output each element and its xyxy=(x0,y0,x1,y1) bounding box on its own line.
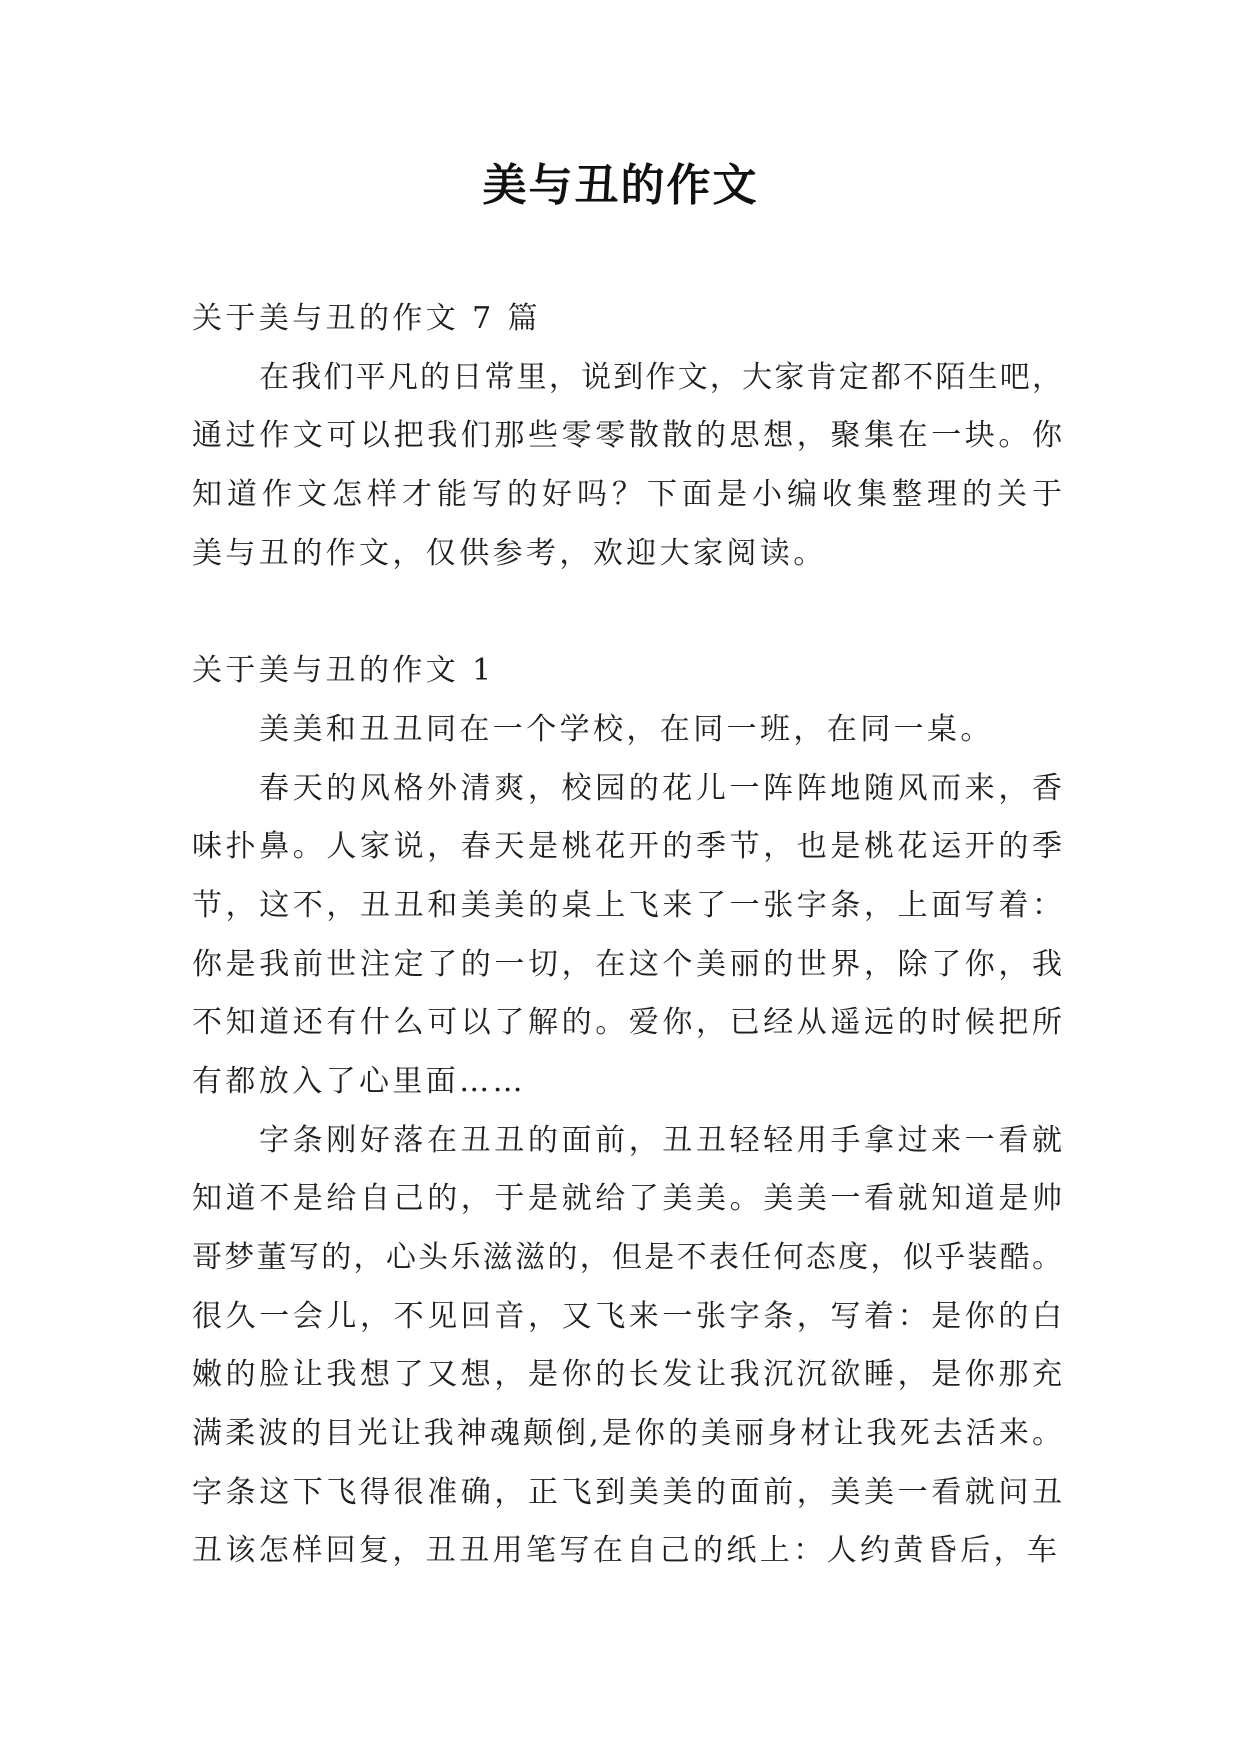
paragraph-line: 在我们平凡的日常里，说到作文，大家肯定都不陌生吧， xyxy=(259,359,1062,395)
paragraph-line: 不知道还有什么可以了解的。爱你，已经从遥远的时候把所 xyxy=(192,1005,1062,1041)
paragraph-line: 知道作文怎样才能写的好吗？下面是小编收集整理的关于 xyxy=(192,477,1062,513)
document-body xyxy=(192,290,1062,1581)
paragraph-line: 有都放入了心里面…… xyxy=(192,1063,526,1099)
paragraph-line: 春天的风格外清爽，校园的花儿一阵阵地随风而来，香 xyxy=(259,770,1062,806)
section-heading: 关于美与丑的作文 1 xyxy=(192,653,495,689)
paragraph xyxy=(192,349,1062,584)
paragraph xyxy=(192,760,1062,1112)
paragraph-line: 字条刚好落在丑丑的面前，丑丑轻轻用手拿过来一看就 xyxy=(259,1122,1062,1158)
paragraph-line: 哥梦董写的，心头乐滋滋的，但是不表任何态度，似乎装酷。 xyxy=(192,1240,1062,1275)
section-heading: 关于美与丑的作文 7 篇 xyxy=(192,301,541,336)
paragraph-line: 很久一会儿，不见回音，又飞来一张字条，写着：是你的白 xyxy=(192,1298,1062,1334)
paragraph-line: 美与丑的作文，仅供参考，欢迎大家阅读。 xyxy=(192,535,827,571)
paragraph-line: 嫩的脸让我想了又想，是你的长发让我沉沉欲睡，是你那充 xyxy=(192,1357,1062,1393)
paragraph-line: 知道不是给自己的，于是就给了美美。美美一看就知道是帅 xyxy=(192,1181,1062,1217)
paragraph-line: 字条这下飞得很准确，正飞到美美的面前，美美一看就问丑 xyxy=(192,1474,1062,1510)
paragraph-line: 节，这不，丑丑和美美的桌上飞来了一张字条，上面写着： xyxy=(192,887,1062,923)
section-spacer xyxy=(192,583,1062,642)
document-title: 美与丑的作文 xyxy=(482,160,759,211)
document-section xyxy=(192,642,1062,1581)
paragraph-line: 通过作文可以把我们那些零零散散的思想，聚集在一块。你 xyxy=(192,418,1062,454)
paragraph xyxy=(192,1112,1062,1582)
paragraph-line: 味扑鼻。人家说，春天是桃花开的季节，也是桃花运开的季 xyxy=(192,829,1062,865)
paragraph-line: 丑该怎样回复，丑丑用笔写在自己的纸上：人约黄昏后，车 xyxy=(192,1533,1061,1569)
paragraph-line: 你是我前世注定了的一切，在这个美丽的世界，除了你，我 xyxy=(192,946,1062,982)
paragraph-line: 美美和丑丑同在一个学校，在同一班，在同一桌。 xyxy=(259,711,994,747)
paragraph xyxy=(192,701,1062,760)
document-section xyxy=(192,290,1062,583)
paragraph-line: 满柔波的目光让我神魂颠倒,是你的美丽身材让我死去活来。 xyxy=(192,1416,1062,1452)
